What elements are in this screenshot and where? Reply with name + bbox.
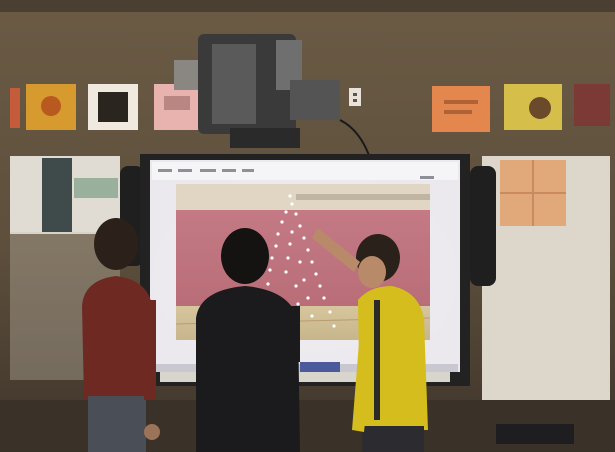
speaker-icon xyxy=(470,166,496,286)
poster-peach xyxy=(432,86,490,132)
poster-maroon xyxy=(574,84,610,126)
laptop xyxy=(496,424,574,444)
outlet-icon xyxy=(349,88,361,106)
